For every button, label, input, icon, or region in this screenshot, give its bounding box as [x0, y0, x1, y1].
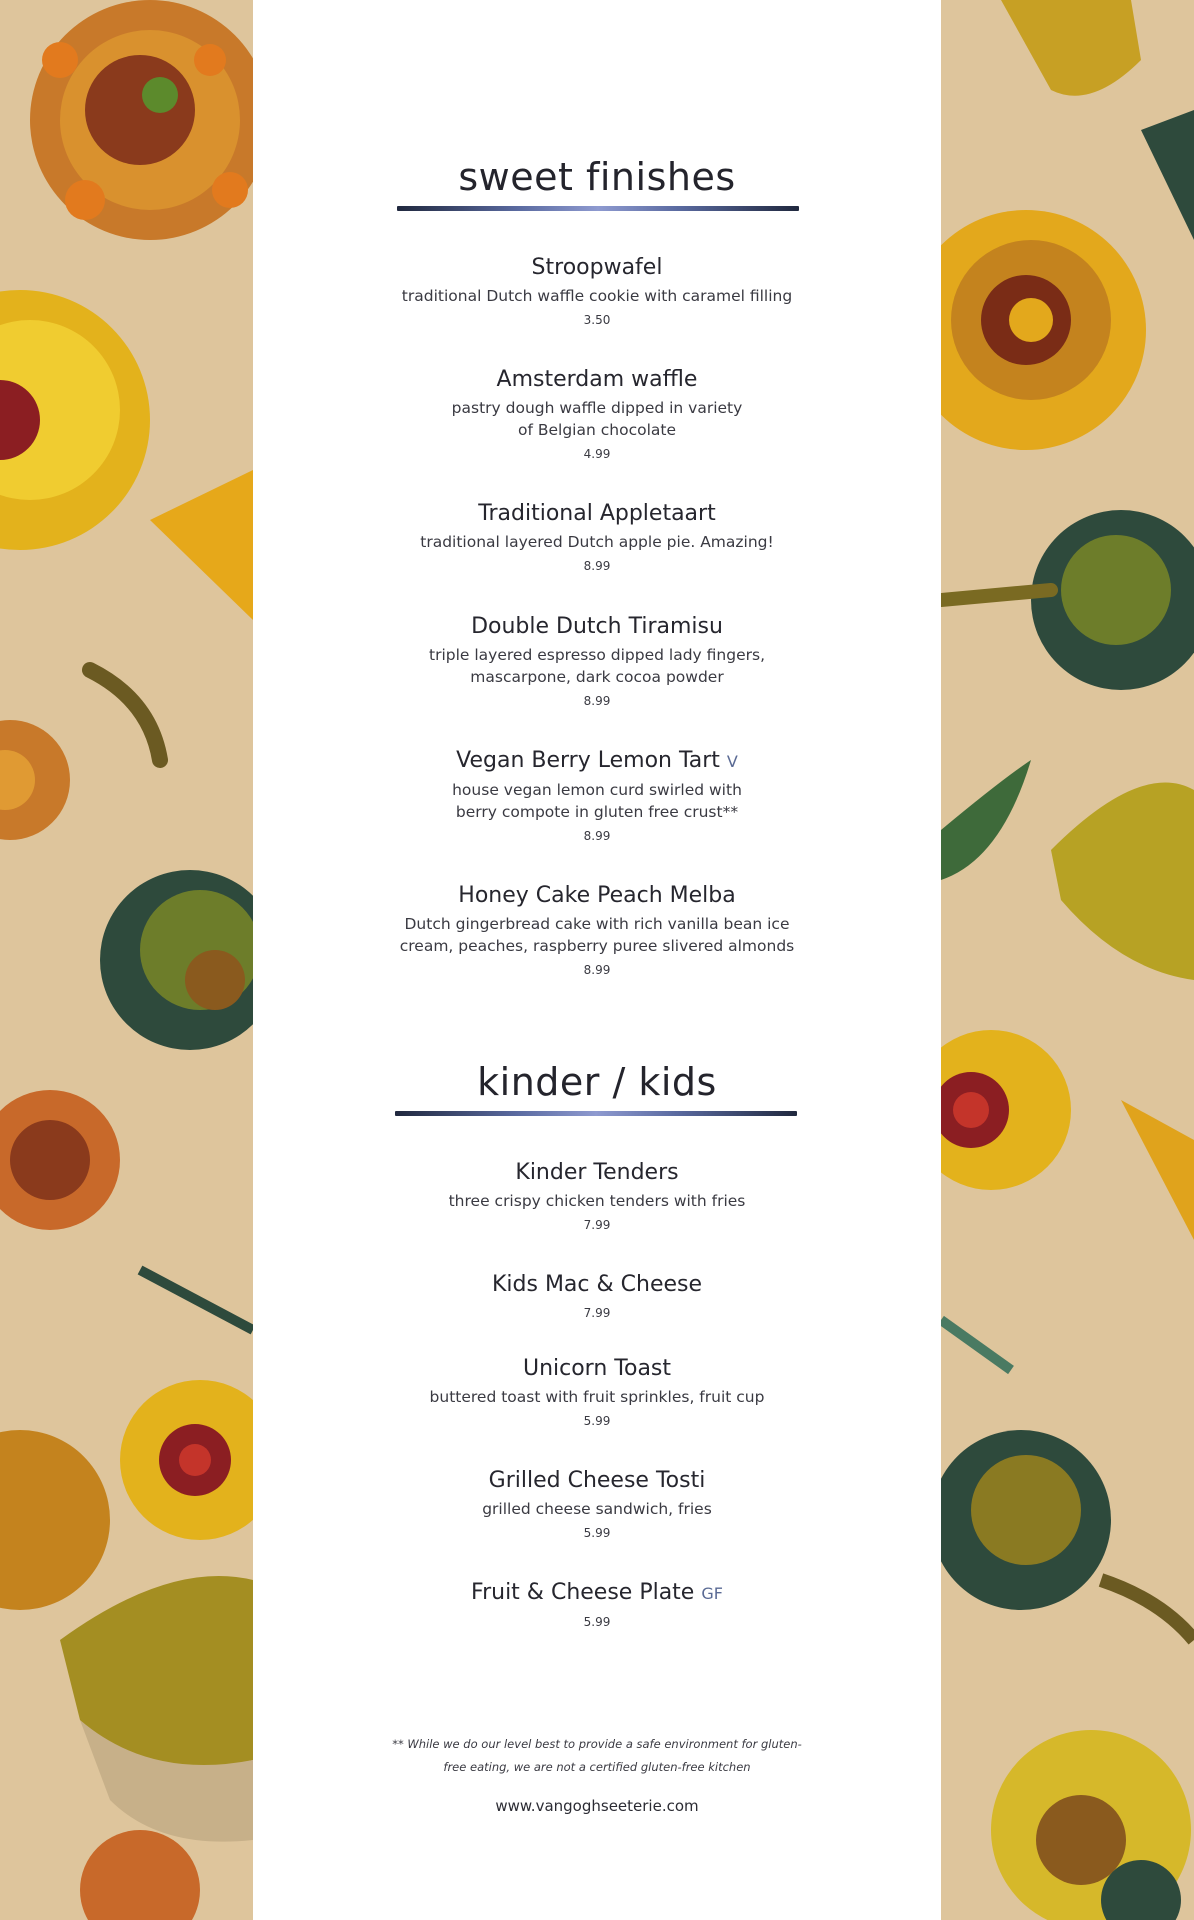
item-name: Fruit & Cheese Plate — [471, 1580, 695, 1605]
item-description: three crispy chicken tenders with fries — [448, 1192, 746, 1210]
gluten-free-disclaimer — [343, 1733, 851, 1779]
item-price: 8.99 — [583, 829, 611, 843]
item-name: Vegan Berry Lemon Tart — [456, 748, 720, 773]
website-link[interactable]: www.vangoghseeterie.com — [495, 1797, 699, 1815]
section-divider-sweet — [397, 206, 799, 211]
item-description-line2: berry compote in gluten free crust** — [455, 803, 739, 821]
menu-item — [253, 746, 941, 845]
item-price: 8.99 — [583, 559, 611, 573]
item-description-line2: cream, peaches, raspberry puree slivered almonds — [399, 937, 795, 955]
menu-item — [253, 1354, 941, 1430]
vegan-tag: V — [726, 752, 738, 771]
menu-item — [253, 881, 941, 979]
left-sunflower-art — [0, 0, 253, 1920]
item-description — [253, 397, 941, 441]
item-price: 5.99 — [583, 1414, 611, 1428]
section-title-sweet-finishes: sweet finishes — [458, 155, 736, 199]
item-price: 7.99 — [583, 1218, 611, 1232]
item-price: 5.99 — [583, 1615, 611, 1629]
menu-item — [253, 365, 941, 463]
item-price: 4.99 — [583, 447, 611, 461]
right-sunflower-art — [941, 0, 1194, 1920]
item-description-line1: triple layered espresso dipped lady fingers, — [429, 646, 765, 664]
item-name: Unicorn Toast — [522, 1356, 672, 1381]
item-description — [253, 644, 941, 688]
menu-item — [253, 1270, 941, 1322]
item-description-line2: mascarpone, dark cocoa powder — [470, 668, 724, 686]
item-description — [253, 913, 941, 957]
item-name: Kinder Tenders — [515, 1160, 679, 1185]
item-name-row — [253, 1578, 941, 1609]
item-name: Stroopwafel — [531, 255, 663, 280]
item-description-line1: pastry dough waffle dipped in variety — [451, 399, 743, 417]
item-name: Amsterdam waffle — [496, 367, 698, 392]
item-description: buttered toast with fruit sprinkles, fruit cup — [429, 1388, 765, 1406]
item-price: 5.99 — [583, 1526, 611, 1540]
item-description-line2: of Belgian chocolate — [518, 421, 676, 439]
item-name-row — [253, 746, 941, 777]
disclaimer-line2: free eating, we are not a certified gluten-free kitchen — [443, 1760, 751, 1774]
item-name: Grilled Cheese Tosti — [488, 1468, 706, 1493]
item-description-line1: Dutch gingerbread cake with rich vanilla bean ice — [404, 915, 790, 933]
menu-item — [253, 612, 941, 710]
item-description: grilled cheese sandwich, fries — [482, 1500, 712, 1518]
sunflower-art-left — [0, 0, 253, 1920]
menu-panel — [253, 0, 941, 1920]
item-description-line1: house vegan lemon curd swirled with — [452, 781, 742, 799]
item-description: traditional Dutch waffle cookie with caramel filling — [401, 287, 793, 305]
item-name: Honey Cake Peach Melba — [458, 883, 736, 908]
menu-item — [253, 499, 941, 575]
section-divider-kids — [395, 1111, 797, 1116]
menu-item — [253, 1466, 941, 1542]
menu-item — [253, 1578, 941, 1631]
item-price: 8.99 — [583, 963, 611, 977]
item-price: 3.50 — [583, 313, 611, 327]
item-description — [253, 779, 941, 823]
item-name: Kids Mac & Cheese — [491, 1272, 703, 1297]
menu-item — [253, 253, 941, 329]
gluten-free-tag: GF — [701, 1584, 723, 1603]
section-title-kids: kinder / kids — [477, 1060, 717, 1104]
menu-item — [253, 1158, 941, 1234]
item-name: Traditional Appletaart — [478, 501, 716, 526]
item-price: 7.99 — [583, 1306, 611, 1320]
item-price: 8.99 — [583, 694, 611, 708]
item-name: Double Dutch Tiramisu — [471, 614, 723, 639]
disclaimer-line1: ** While we do our level best to provide a safe environment for gluten- — [392, 1737, 802, 1751]
item-description: traditional layered Dutch apple pie. Amazing! — [420, 533, 774, 551]
sunflower-art-right — [941, 0, 1194, 1920]
